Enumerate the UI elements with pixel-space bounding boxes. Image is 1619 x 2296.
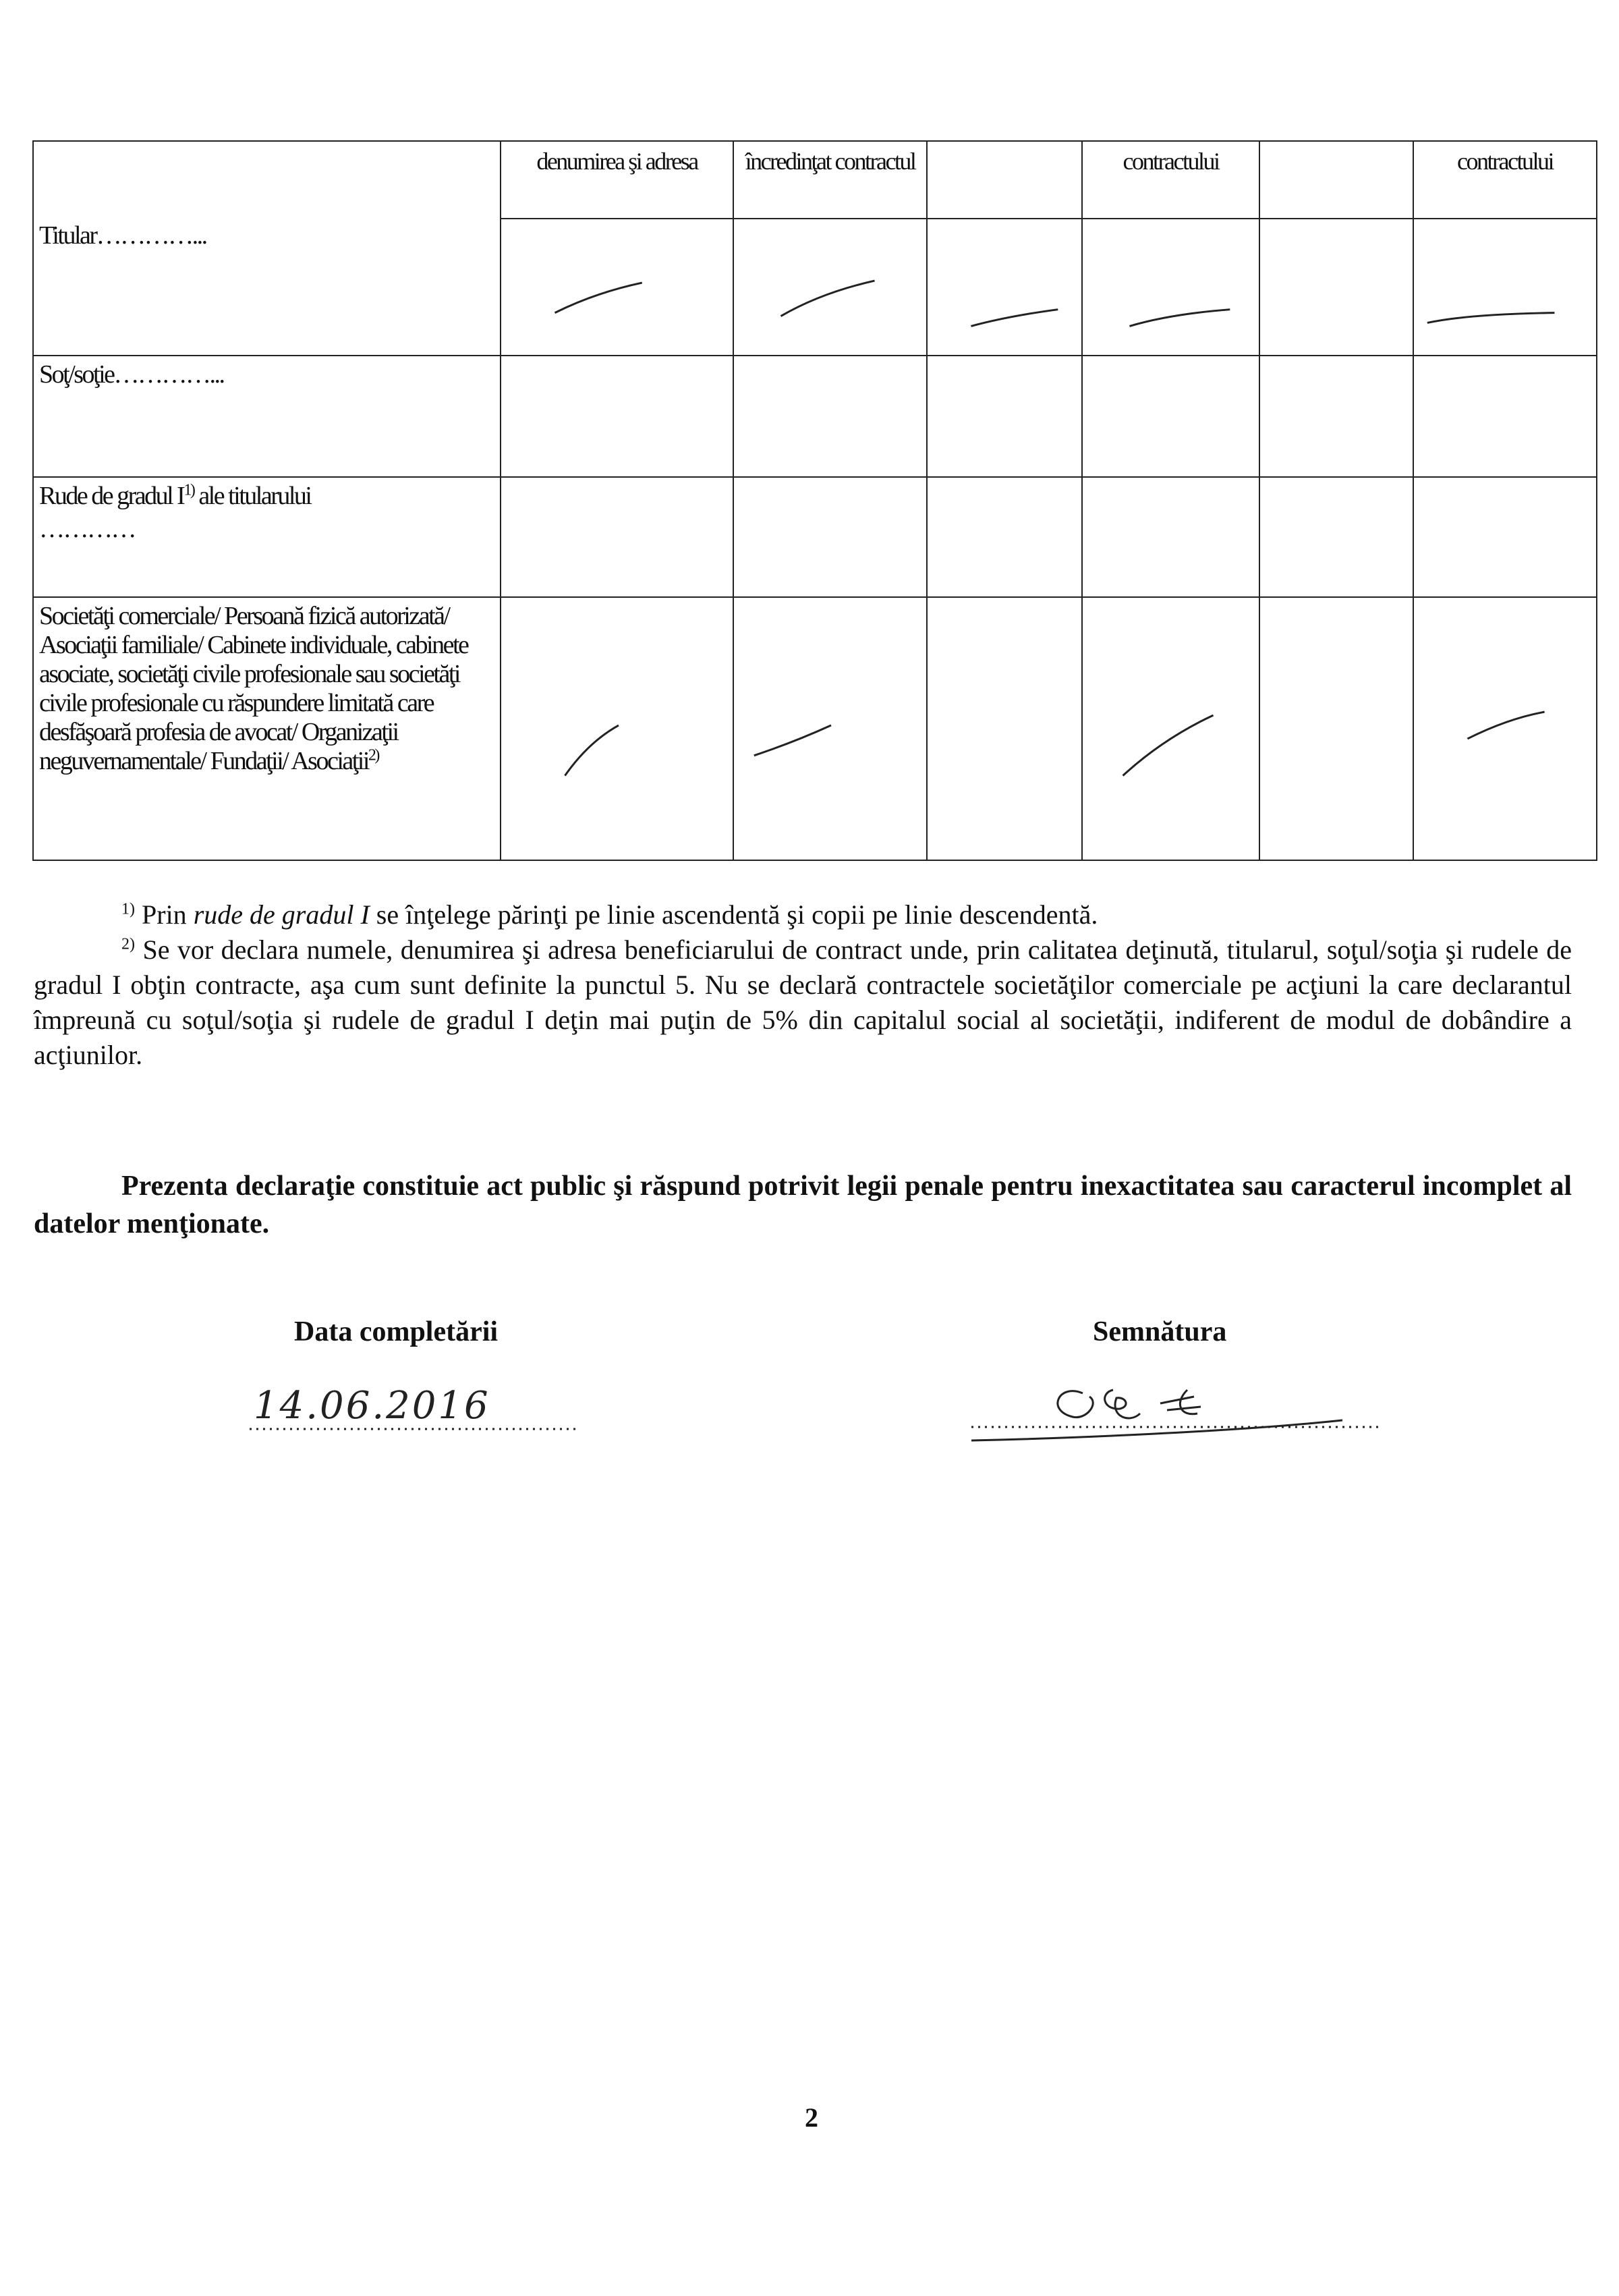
cell-titular-c2 (733, 219, 927, 356)
contracts-table (32, 140, 1597, 861)
table-row-companies (33, 597, 1597, 860)
cell-companies-c5 (1259, 597, 1413, 860)
header-cell-empty-2 (1259, 141, 1413, 219)
relatives-label-dots: ………… (39, 515, 135, 543)
row-label-companies (33, 597, 501, 860)
cell-companies-c2 (733, 597, 927, 860)
dash-mark (501, 219, 733, 355)
cell-spouse-c4 (1082, 356, 1259, 477)
footnote-2: $^{2)}$ Se vor declara numele, denumirea şi adresa beneficiarului de contract unde, prin calitatea deţinută, titularul, soţul/soţia şi rudele de gradul I obţin contracte, aşa cum sunt definite la punctul 5. Nu se declară contractele societăţilor comerciale pe acţiuni la care declarantul împreună cu soţul/soţia şi rudele de gradul I deţin mai puţin de 5% din capitalul social al societăţii, indiferent de modul de dobândire a acţiunilor. (34, 934, 1572, 1070)
header-cell-contract-2: contractului (1413, 141, 1597, 219)
companies-label: Societăţi comerciale/ Persoană fizică autorizată/ Asociaţii familiale/ Cabinete individuale, cabinete asociate, societăţi civile profesionale sau societăţi civile profesionale cu răspundere limitată care desfăşoară profesia de avocat/ Organizaţii neguvernamentale/ Fundaţii/ Asociaţii$^{2)}$ (39, 602, 468, 775)
statement-text: Prezenta declaraţie constituie act public şi răspund potrivit legii penale pentru inexactitatea sau caracterul incomplet al datelor menţionate. (34, 1171, 1572, 1239)
dash-mark (1414, 598, 1596, 860)
dash-mark (734, 598, 926, 860)
table-row-relatives (33, 477, 1597, 597)
cell-relatives-c6 (1413, 477, 1597, 597)
cell-spouse-c1 (501, 356, 733, 477)
row-label-relatives (33, 477, 501, 597)
cell-spouse-c2 (733, 356, 927, 477)
dash-mark (501, 598, 733, 860)
cell-companies-c6 (1413, 597, 1597, 860)
titular-label: Titular…………... (39, 221, 206, 250)
footnote-1: $^{1)}$ Prin rude de gradul I se înţelege părinţi pe linie ascendentă şi copii pe linie descendentă. (121, 899, 1098, 930)
page-number: 2 (805, 2102, 818, 2133)
signature-label: Semnătura (1093, 1316, 1227, 1347)
date-label: Data completării (294, 1316, 499, 1347)
dash-mark (928, 219, 1081, 355)
cell-companies-c3 (927, 597, 1082, 860)
cell-relatives-c1 (501, 477, 733, 597)
cell-titular-c3 (927, 219, 1082, 356)
cell-spouse-c6 (1413, 356, 1597, 477)
footnotes (34, 897, 1572, 1073)
dash-mark (1414, 219, 1596, 355)
cell-relatives-c2 (733, 477, 927, 597)
cell-titular-c5 (1259, 219, 1413, 356)
table-header-row (33, 141, 1597, 219)
header-cell-name-address: denumirea şi adresa (501, 141, 733, 219)
cell-relatives-c3 (927, 477, 1082, 597)
handwritten-date (250, 1376, 587, 1437)
cell-companies-c1 (501, 597, 733, 860)
relatives-label: Rude de gradul $I^{1)}$ ale titularului (39, 481, 311, 510)
handwritten-signature (965, 1356, 1396, 1464)
cell-titular-c6 (1413, 219, 1597, 356)
cell-spouse-c5 (1259, 356, 1413, 477)
cell-titular-c1 (501, 219, 733, 356)
svg-text:14.06.2016: 14.06.2016 (254, 1384, 490, 1428)
dash-mark (734, 219, 926, 355)
cell-relatives-c4 (1082, 477, 1259, 597)
dash-mark (1083, 219, 1259, 355)
cell-companies-c4 (1082, 597, 1259, 860)
row-label-spouse (33, 356, 501, 477)
cell-relatives-c5 (1259, 477, 1413, 597)
header-cell-empty-1 (927, 141, 1082, 219)
dash-mark (1083, 598, 1259, 860)
cell-titular-c4 (1082, 219, 1259, 356)
declaration-statement (34, 1167, 1572, 1243)
header-cell-contract-1: contractului (1082, 141, 1259, 219)
row-label-titular (33, 141, 501, 356)
cell-spouse-c3 (927, 356, 1082, 477)
header-cell-entrusted: încredinţat contractul (733, 141, 927, 219)
table-row-spouse (33, 356, 1597, 477)
spouse-label: Soţ/soţie…………... (39, 360, 224, 389)
